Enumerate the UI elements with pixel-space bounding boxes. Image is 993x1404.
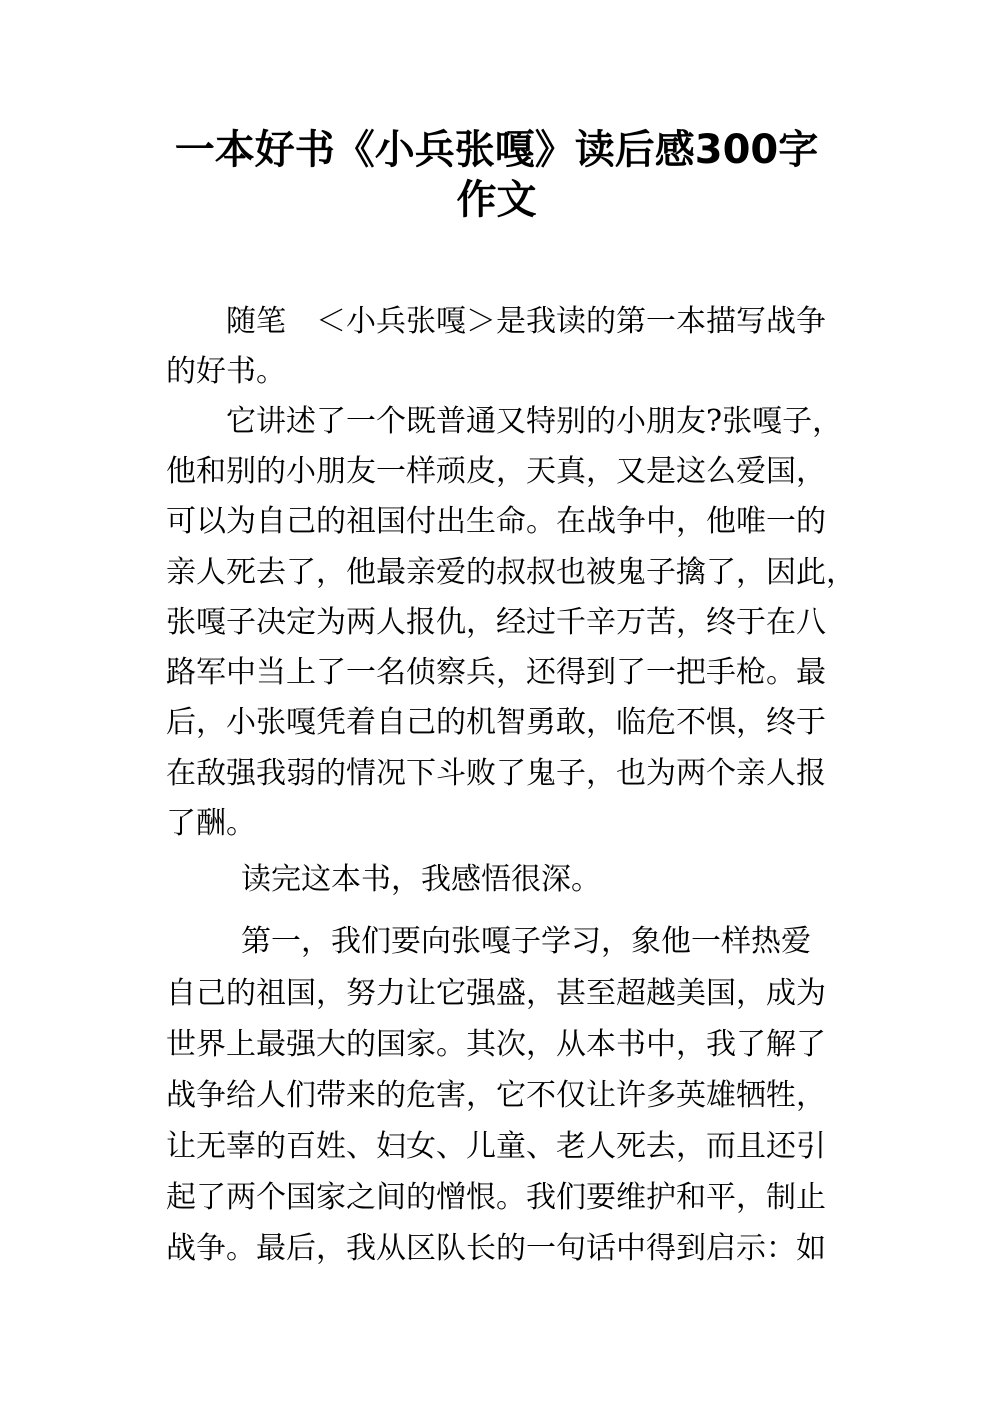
paragraph-line: 了酬。 [166,806,256,841]
paragraph-line: 读完这本书，我感悟很深。 [241,862,601,897]
paragraph-line: 起了两个国家之间的憎恨。我们要维护和平，制止 [166,1180,826,1215]
paragraph-line: 路军中当上了一名侦察兵，还得到了一把手枪。最 [166,655,826,690]
paragraph-line: 让无辜的百姓、妇女、儿童、老人死去，而且还引 [166,1129,826,1164]
paragraph-line: 第一，我们要向张嘎子学习，象他一样热爱 [241,924,811,959]
paragraph-line: 在敌强我弱的情况下斗败了鬼子，也为两个亲人报 [166,756,826,791]
paragraph-line: 的好书。 [166,354,286,389]
paragraph-line: 自己的祖国，努力让它强盛，甚至超越美国，成为 [166,976,826,1011]
paragraph-line: 随笔 ＜小兵张嘎＞是我读的第一本描写战争 [226,304,826,339]
paragraph-line: 它讲述了一个既普通又特别的小朋友?张嘎子， [226,404,843,439]
paragraph-line: 他和别的小朋友一样顽皮，天真，又是这么爱国， [166,454,826,489]
paragraph-line: 战争给人们带来的危害，它不仅让许多英雄牺牲， [166,1078,826,1113]
paragraph-line: 后，小张嘎凭着自己的机智勇敢，临危不惧，终于 [166,705,826,740]
page-title-line-2: 作文 [456,177,537,223]
paragraph-line: 战争。最后，我从区队长的一句话中得到启示：如 [166,1231,826,1266]
paragraph-line: 世界上最强大的国家。其次，从本书中，我了解了 [166,1027,826,1062]
page-title-line-1: 一本好书《小兵张嘎》读后感300字 [174,127,819,173]
paragraph-line: 张嘎子决定为两人报仇，经过千辛万苦，终于在八 [166,605,826,640]
paragraph-line: 亲人死去了，他最亲爱的叔叔也被鬼子擒了，因此， [166,555,856,590]
paragraph-line: 可以为自己的祖国付出生命。在战争中，他唯一的 [166,504,826,539]
